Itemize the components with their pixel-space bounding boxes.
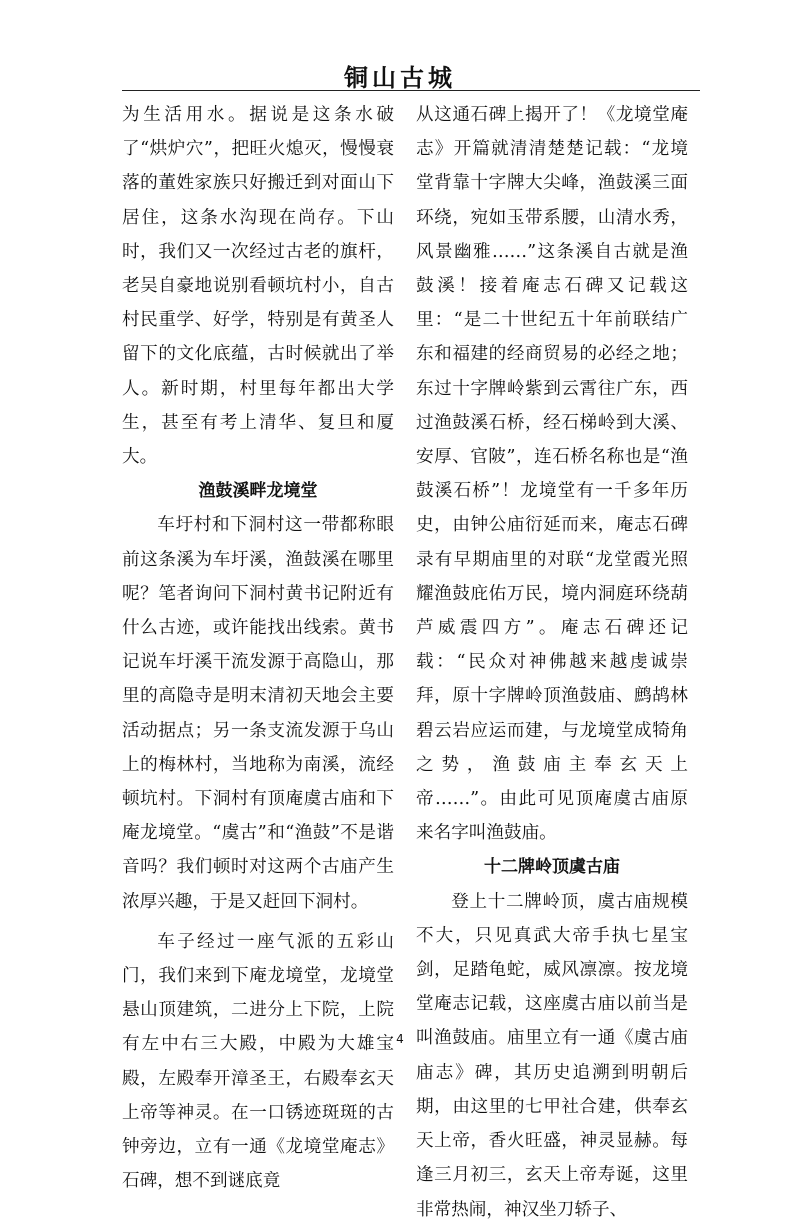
header-divider — [122, 90, 700, 91]
section-heading-yugu-temple: 十二牌岭顶虞古庙 — [484, 857, 620, 878]
left-paragraph-2: 车圩村和下洞村这一带都称眼前这条溪为车圩溪，渔鼓溪在哪里呢？笔者询问下洞村黄书记附近有什么古迹，或许能找出线索。黄书记说车圩溪干流发源于高隐山，那里的高隐寺是明末清初天地会主要活动据点；另一条支流发源于乌山上的梅林村，当地称为南溪，流经顿坑村。下洞村有顶庵虞古庙和下庵龙境堂。“虞古”和“渔鼓”不是谐音吗？我们顿时对这两个古庙产生浓厚兴趣，于是又赶回下洞村。 — [122, 515, 394, 912]
right-paragraph-2: 登上十二牌岭顶，虞古庙规模不大，只见真武大帝手执七星宝剑，足踏龟蛇，威风凛凛。按龙境堂庵志记载，这座虞古庙以前当是叫渔鼓庙。庙里立有一通《虞古庙庙志》碑，其历史追溯到明朝后期，由这里的七甲社合建，供奉玄天上帝，香火旺盛，神灵显赫。每逢三月初三，玄天上帝寿诞，这里非常热闹，神汉坐刀轿子、 — [416, 891, 688, 1220]
left-paragraph-3: 车子经过一座气派的五彩山门，我们来到下庵龙境堂，龙境堂悬山顶建筑，二进分上下院，上院有左中右三大殿，中殿为大雄宝殿，左殿奉开漳圣王，右殿奉玄天上帝等神灵。在一口锈迹斑斑的古钟旁边，立有一通《龙境堂庵志》石碑，想不到谜底竟 — [122, 931, 394, 1192]
right-paragraph-1: 从这通石碑上揭开了！《龙境堂庵志》开篇就清清楚楚记载：“龙境堂背靠十字牌大尖峰，渔鼓溪三面环绕，宛如玉带系腰，山清水秀，风景幽雅……”这条溪自古就是渔鼓溪！接着庵志石碑又记载这里：“是二十世纪五十年前联结广东和福建的经商贸易的必经之地；东过十字牌岭紫到云霄往广东，西过渔鼓溪石桥，经石梯岭到大溪、安厚、官陂”，连石桥名称也是“渔鼓溪石桥”！龙境堂有一千多年历史，由钟公庙衍延而来，庵志石碑录有早期庙里的对联“龙堂霞光照耀渔鼓庇佑万民，境内洞庭环绕葫芦威震四方”。庵志石碑还记载：“民众对神佛越来越虔诚崇拜，原十字牌岭顶渔鼓庙、鹧鸪林碧云岩应运而建，与龙境堂成犄角之势，渔鼓庙主奉玄天上帝……”。由此可见顶庵虞古庙原来名字叫渔鼓庙。 — [416, 105, 688, 844]
section-heading-yugu-stream: 渔鼓溪畔龙境堂 — [198, 481, 318, 502]
page-header-title: 铜山古城 — [344, 63, 456, 92]
page-number: 4 — [396, 1032, 404, 1046]
left-paragraph-1: 为生活用水。据说是这条水破了“烘炉穴”，把旺火熄灭，慢慢衰落的董姓家族只好搬迁到对面山下居住，这条水沟现在尚存。下山时，我们又一次经过古老的旗杆，老吴自豪地说别看顿坑村小，自古村民重学、好学，特别是有黄圣人留下的文化底蕴，古时候就出了举人。新时期，村里每年都出大学生，甚至有考上清华、复旦和厦大。 — [122, 105, 394, 468]
right-text-column — [416, 98, 688, 1227]
